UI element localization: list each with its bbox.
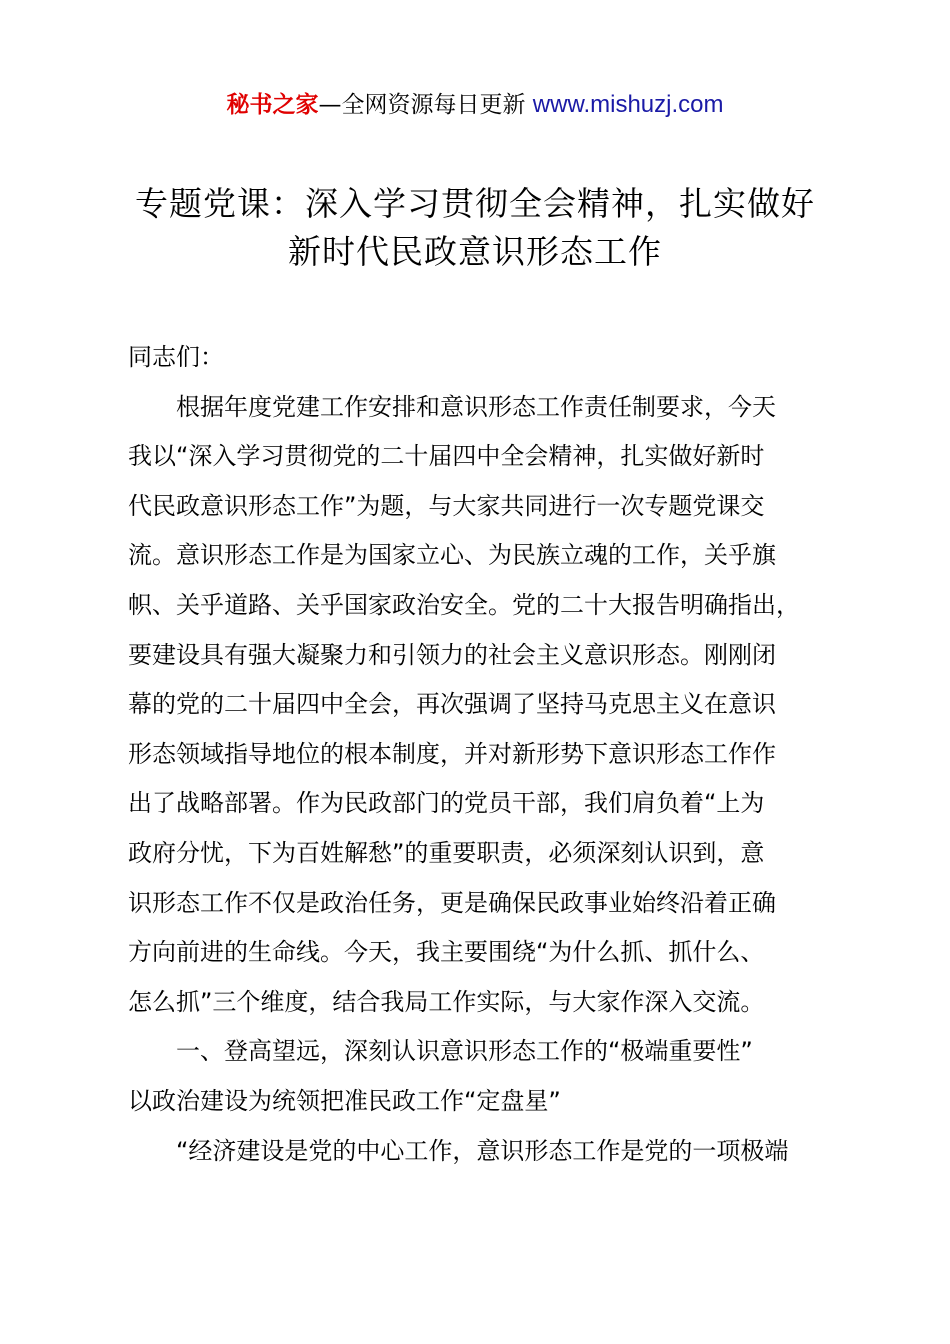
section-heading-continued: 以政治建设为统领把准民政工作“定盘星” [128, 1086, 561, 1115]
body-line: 幕的党的二十届四中全会，再次强调了坚持马克思主义在意识 [128, 690, 776, 719]
body-line: 怎么抓”三个维度，结合我局工作实际，与大家作深入交流。 [128, 987, 765, 1016]
body-line: 出了战略部署。作为民政部门的党员干部，我们肩负着“上为 [128, 789, 765, 818]
site-url-link[interactable]: www.mishuzj.com [532, 91, 724, 118]
body-line: 代民政意识形态工作”为题，与大家共同进行一次专题党课交 [128, 491, 765, 520]
document-body [128, 333, 868, 1176]
body-line: 要建设具有强大凝聚力和引领力的社会主义意识形态。刚刚闭 [128, 640, 776, 669]
body-line: 根据年度党建工作安排和意识形态工作责任制要求，今天 [176, 392, 776, 421]
section-heading: 一、登高望远，深刻认识意识形态工作的“极端重要性” [176, 1037, 753, 1066]
header-tagline: —全网资源每日更新 [318, 92, 526, 118]
body-line: 我以“深入学习贯彻党的二十届四中全会精神，扎实做好新时 [128, 442, 765, 471]
body-line: 流。意识形态工作是为国家立心、为民族立魂的工作，关乎旗 [128, 541, 776, 570]
body-line: “经济建设是党的中心工作，意识形态工作是党的一项极端 [176, 1136, 789, 1165]
body-line: 形态领域指导地位的根本制度，并对新形势下意识形态工作作 [128, 739, 776, 768]
body-line: 政府分忧，下为百姓解愁”的重要职责，必须深刻认识到，意 [128, 838, 765, 867]
salutation: 同志们： [128, 343, 224, 371]
body-line: 方向前进的生命线。今天，我主要围绕“为什么抓、抓什么、 [128, 938, 765, 967]
body-line: 帜、关乎道路、关乎国家政治安全。党的二十大报告明确指出， [128, 590, 800, 619]
title-line-1: 专题党课：深入学习贯彻全会精神，扎实做好 [135, 184, 815, 223]
document-title [60, 180, 890, 276]
brand-name: 秘书之家 [226, 92, 319, 118]
page-header [0, 88, 950, 122]
body-line: 识形态工作不仅是政治任务，更是确保民政事业始终沿着正确 [128, 888, 776, 917]
title-line-2: 新时代民政意识形态工作 [288, 232, 662, 271]
